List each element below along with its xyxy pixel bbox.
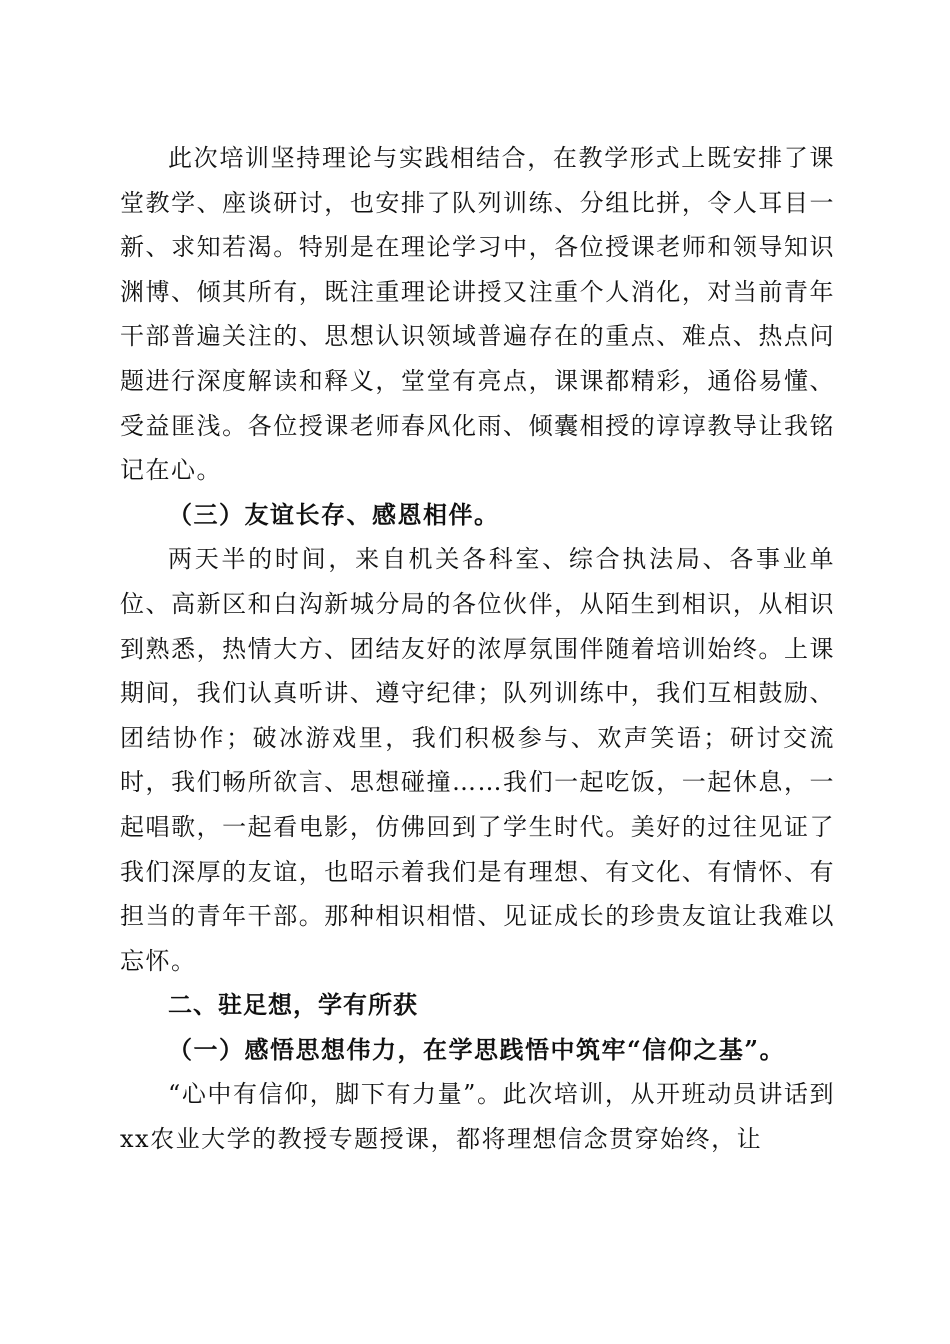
body-paragraph: 此次培训坚持理论与实践相结合，在教学形式上既安排了课堂教学、座谈研讨，也安排了队列训练、分组比拼，令人耳目一新、求知若渴。特别是在理论学习中，各位授课老师和领导知识渊博、倾其所有，既注重理论讲授又注重个人消化，对当前青年干部普遍关注的、思想认识领域普遍存在的重点、难点、热点问题进行深度解读和释义，堂堂有亮点，课课都精彩，通俗易懂、受益匪浅。各位授课老师春风化雨、倾囊相授的谆谆教导让我铭记在心。 bbox=[120, 144, 835, 485]
section-subheading: （三）友谊长存、感恩相伴。 bbox=[168, 499, 500, 529]
document-body bbox=[120, 136, 835, 1162]
section-heading: 二、驻足想，学有所获 bbox=[168, 991, 418, 1020]
body-paragraph: 两天半的时间，来自机关各科室、综合执法局、各事业单位、高新区和白沟新城分局的各位伙伴，从陌生到相识，从相识到熟悉，热情大方、团结友好的浓厚氛围伴随着培训始终。上课期间，我们认真听讲、遵守纪律；队列训练中，我们互相鼓励、团结协作；破冰游戏里，我们积极参与、欢声笑语；研讨交流时，我们畅所欲言、思想碰撞……我们一起吃饭，一起休息，一起唱歌，一起看电影，仿佛回到了学生时代。美好的过往见证了我们深厚的友谊，也昭示着我们是有理想、有文化、有情怀、有担当的青年干部。那种相识相惜、见证成长的珍贵友谊让我难以忘怀。 bbox=[120, 545, 835, 975]
section-subheading: （一）感悟思想伟力，在学思践悟中筑牢“信仰之基”。 bbox=[168, 1034, 786, 1064]
body-paragraph: “心中有信仰，脚下有力量”。此次培训，从开班动员讲话到xx农业大学的教授专题授课，都将理想信念贯穿始终，让 bbox=[120, 1080, 835, 1154]
